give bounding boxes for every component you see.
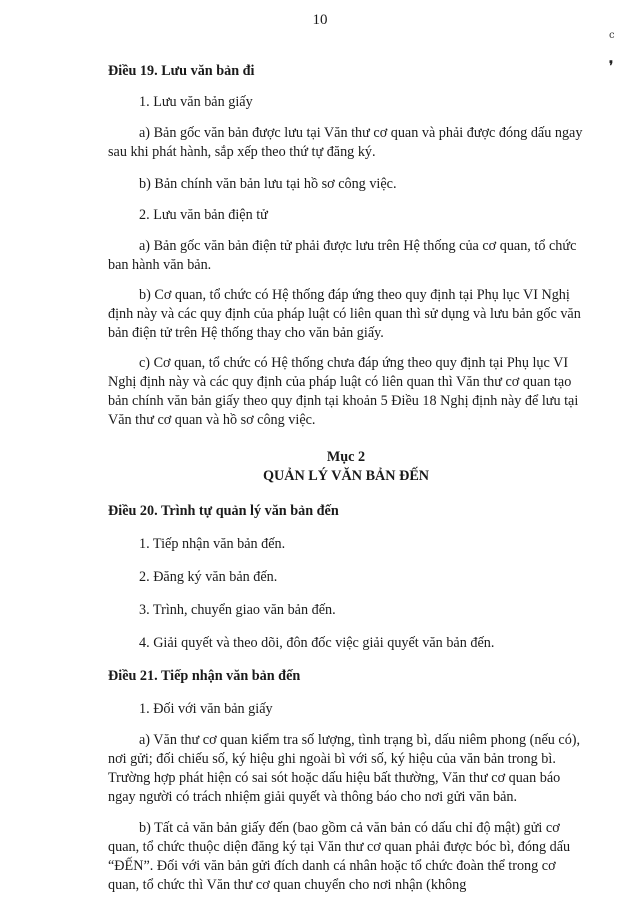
paragraph: 2. Lưu văn bản điện tử [139,207,268,223]
article-heading: Điều 20. Trình tự quản lý văn bản đến [108,503,339,519]
article-heading: Điều 19. Lưu văn bản đi [108,63,255,79]
paragraph: 3. Trình, chuyển giao văn bản đến. [139,602,336,618]
paragraph: 1. Tiếp nhận văn bản đến. [139,536,286,552]
document-body [108,62,584,895]
margin-mark: ⅽ [609,30,615,41]
section-title [108,448,584,486]
paragraph: 1. Đối với văn bản giấy [139,701,273,717]
paragraph: b) Tất cả văn bản giấy đến (bao gồm cả văn bản có dấu chỉ độ mật) gửi cơ quan, tổ chức thuộc diện đăng ký tại Văn thư cơ quan phải được bóc bì, đóng dấu “ĐẾN”. Đối với văn bản gửi đích danh cá nhân hoặc tổ chức đoàn thể trong cơ quan, tổ chức thì Văn thư cơ quan chuyển cho nơi nhận (không [108,820,571,893]
paragraph: a) Bản gốc văn bản được lưu tại Văn thư cơ quan và phải được đóng dấu ngay sau khi phát hành, sắp xếp theo thứ tự đăng ký. [108,125,583,160]
paragraph: a) Văn thư cơ quan kiểm tra số lượng, tình trạng bì, dấu niêm phong (nếu có), nơi gửi; đối chiếu số, ký hiệu ghi ngoài bì với số, ký hiệu của văn bản trong bì. Trường hợp phát hiện có sai sót hoặc dấu hiệu bất thường, Văn thư cơ quan báo ngay người có trách nhiệm giải quyết và thông báo cho nơi gửi văn bản. [108,732,581,805]
article-heading: Điều 21. Tiếp nhận văn bản đến [108,668,301,684]
section-name: QUẢN LÝ VĂN BẢN ĐẾN [262,468,430,484]
paragraph: 2. Đăng ký văn bản đến. [139,569,278,585]
paragraph: a) Bản gốc văn bản điện tử phải được lưu trên Hệ thống của cơ quan, tổ chức ban hành văn bản. [108,238,577,273]
paragraph: 4. Giải quyết và theo dõi, đôn đốc việc giải quyết văn bản đến. [139,635,495,651]
paragraph: b) Cơ quan, tổ chức có Hệ thống đáp ứng theo quy định tại Phụ lục VI Nghị định này và các quy định của pháp luật có liên quan thì sử dụng và lưu bản gốc văn bản điện tử trên Hệ thống thay cho văn bản giấy. [108,287,581,341]
section-number: Mục 2 [326,449,366,465]
paragraph: 1. Lưu văn bản giấy [139,94,253,110]
paragraph: b) Bản chính văn bản lưu tại hồ sơ công việc. [139,176,397,192]
paragraph: c) Cơ quan, tổ chức có Hệ thống chưa đáp ứng theo quy định tại Phụ lục VI Nghị định này và các quy định của pháp luật có liên quan thì Văn thư cơ quan tạo bản chính văn bản giấy theo quy định tại khoản 5 Điều 18 Nghị định này để lưu tại Văn thư cơ quan và hồ sơ công việc. [108,355,579,428]
page-number: 10 [312,12,328,28]
margin-mark: ❜ [609,58,614,73]
